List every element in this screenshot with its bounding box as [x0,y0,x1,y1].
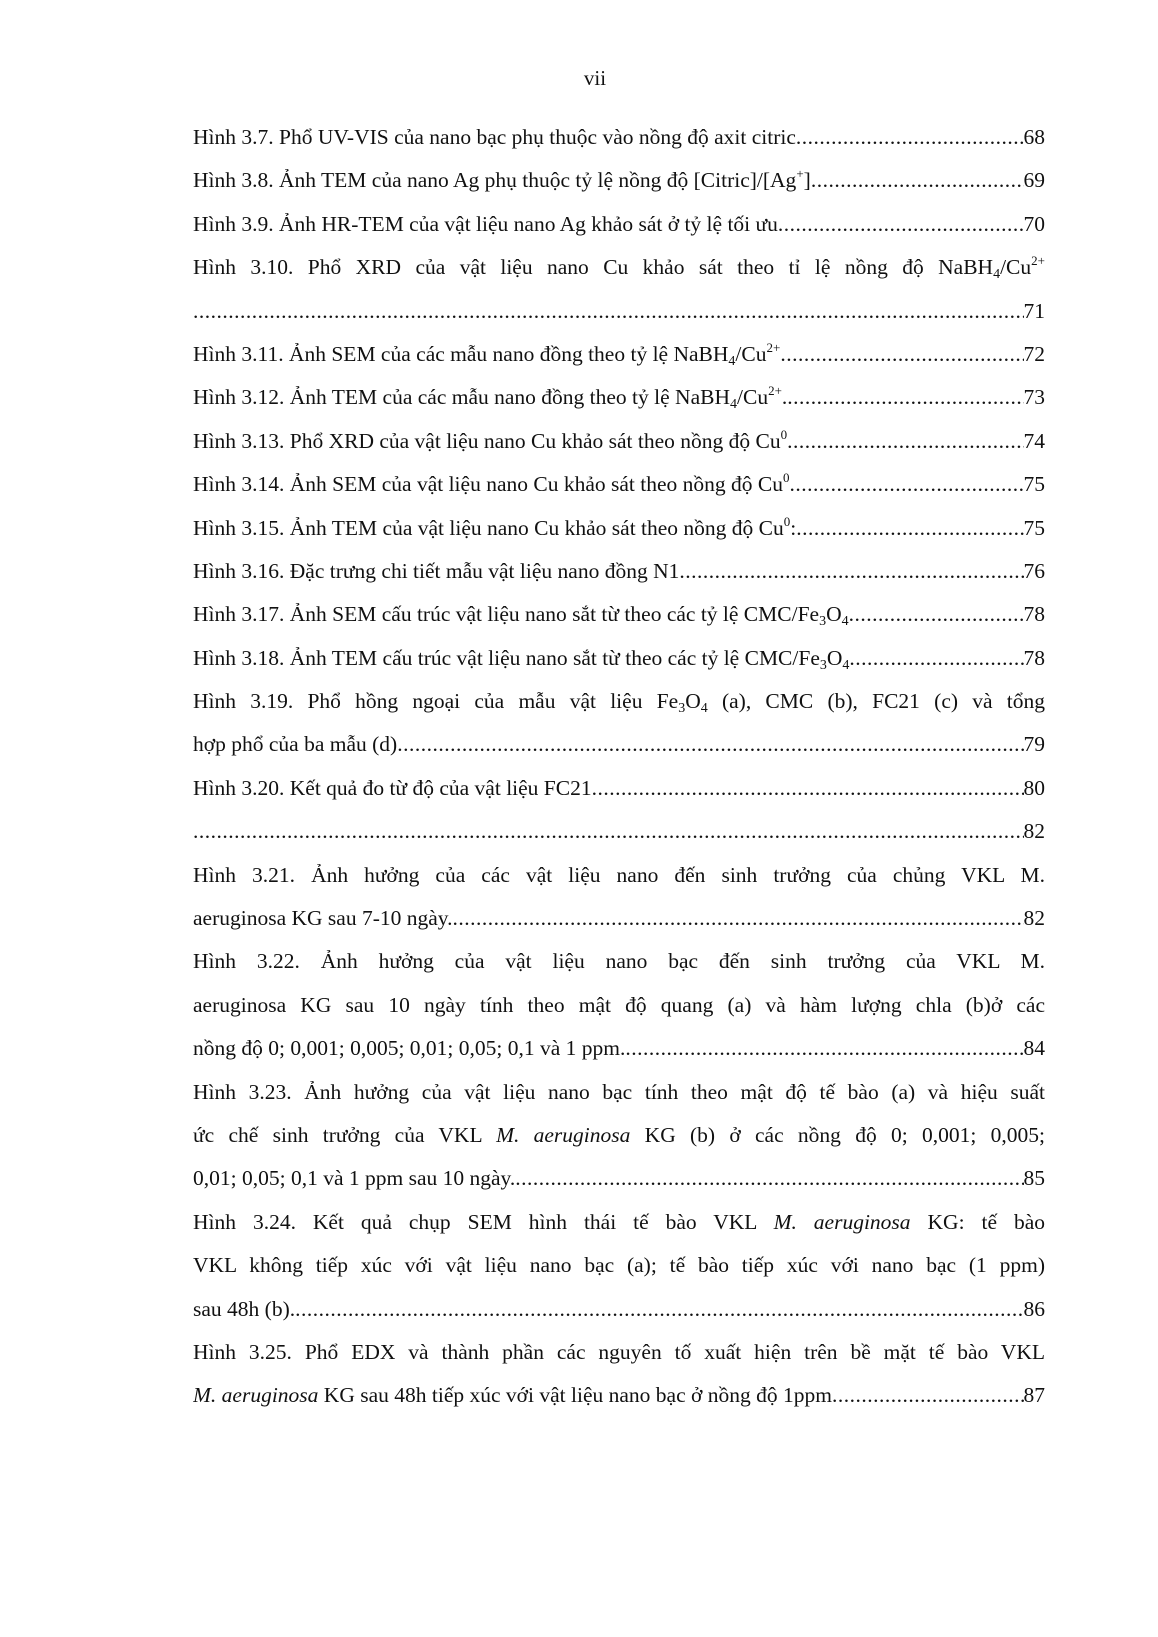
species-name: M. aeruginosa [773,1209,911,1234]
entry-page: 74 [1023,428,1045,453]
toc-entry-3-20[interactable] [193,767,1045,810]
superscript: 2+ [766,339,781,355]
title-text: /Cu [735,341,767,366]
toc-entry-3-19[interactable] [193,680,1045,723]
subscript: 4 [700,701,708,717]
title-text: Hình 3.22. Ảnh hưởng của vật liệu nano bạc đến sinh trưởng của VKL M. [193,949,1045,974]
toc-entry-3-8[interactable] [193,159,1045,202]
toc-entry-3-13[interactable] [193,420,1045,463]
superscript: 2+ [1031,253,1045,269]
toc-entry-3-11[interactable] [193,333,1045,376]
toc-entry-3-22-cont[interactable] [193,1027,1045,1070]
title-text: Hình 3.17. Ảnh SEM cấu trúc vật liệu nano sắt từ theo các tỷ lệ CMC/Fe [193,602,820,627]
entry-page: 73 [1023,385,1045,410]
title-text: O [826,602,842,627]
title-text: KG: tế bào [910,1209,1045,1234]
superscript: 2+ [768,383,782,399]
superscript: 0 [783,470,790,486]
title-text: ] [803,168,811,193]
subscript: 4 [730,397,737,413]
title-text: Hình 3.8. Ảnh TEM của nano Ag phụ thuộc tỷ lệ nồng độ [Citric]/[Ag [193,168,797,193]
toc-entry-3-7[interactable] [193,116,1045,159]
entry-title: aeruginosa KG sau 7-10 ngày. [193,906,453,931]
subscript: 4 [993,267,1001,283]
dot-leader [787,420,1023,463]
entry-title: 0,01; 0,05; 0,1 và 1 ppm sau 10 ngày. [193,1166,516,1191]
entry-title [193,1374,832,1417]
dot-leader [625,1027,1023,1070]
entry-title [193,507,796,550]
entry-title: Hình 3.16. Đặc trưng chi tiết mẫu vật liệu nano đồng N1 [193,558,680,583]
title-text: KG sau 48h tiếp xúc với vật liệu nano bạc ở nồng độ 1ppm [318,1383,832,1408]
title-text: Hình 3.23. Ảnh hưởng của vật liệu nano bạc tính theo mật độ tế bào (a) và hiệu suất [193,1079,1045,1104]
dot-leader [679,550,1023,593]
dot-leader [592,767,1024,810]
entry-title: Hình 3.20. Kết quả đo từ độ của vật liệu FC21 [193,775,592,800]
entry-page: 87 [1023,1383,1045,1408]
dot-leader [397,723,1023,766]
toc-entry-3-14[interactable] [193,463,1045,506]
entry-page: 85 [1023,1166,1045,1191]
toc-entry-3-9[interactable] [193,203,1045,246]
title-text: Hình 3.18. Ảnh TEM cấu trúc vật liệu nano sắt từ theo các tỷ lệ CMC/Fe [193,645,820,670]
title-text: /Cu [737,385,769,410]
entry-page: 72 [1023,341,1045,366]
entry-title: nồng độ 0; 0,001; 0,005; 0,01; 0,05; 0,1 và 1 ppm. [193,1036,626,1061]
entry-page: 70 [1023,211,1045,236]
title-text: : [790,515,797,540]
title-text: VKL không tiếp xúc với vật liệu nano bạc (a); tế bào tiếp xúc với nano bạc (1 ppm) [193,1253,1045,1278]
entry-title [193,637,849,680]
subscript: 3 [678,701,686,717]
title-text: . [781,385,788,410]
subscript: 4 [728,353,736,369]
toc-entry-3-15[interactable] [193,507,1045,550]
title-text: Hình 3.12. Ảnh TEM của các mẫu nano đồng theo tỷ lệ NaBH [193,385,730,410]
toc-entry-3-21-cont[interactable] [193,897,1045,940]
subscript: 3 [819,657,827,673]
title-text: O [685,689,701,714]
toc-entry-3-23-line2[interactable] [193,1114,1045,1157]
entry-title: hợp phổ của ba mẫu (d) [193,732,398,757]
toc-entry-3-10-page-line[interactable] [193,290,1045,333]
toc-entry-3-22-line2[interactable] [193,984,1045,1027]
entry-page: 82 [1023,906,1045,931]
subscript: 3 [819,614,827,630]
dot-leader [780,333,1023,376]
toc-entry-3-24-cont[interactable] [193,1288,1045,1331]
superscript: 0 [783,513,791,529]
title-text: aeruginosa KG sau 10 ngày tính theo mật độ quang (a) và hàm lượng chla (b)ở các [193,992,1045,1017]
entry-page: 79 [1023,732,1045,757]
dot-leader [790,463,1024,506]
toc-entry-3-23[interactable] [193,1071,1045,1114]
entry-page: 82 [1023,819,1045,844]
entry-page: 68 [1023,125,1045,149]
entry-title [193,376,787,419]
title-text: Hình 3.25. Phổ EDX và thành phần các nguyên tố xuất hiện trên bề mặt tế bào VKL [193,1339,1045,1364]
toc-entry-3-22[interactable] [193,940,1045,983]
superscript: + [796,166,804,182]
title-text: Hình 3.13. Phổ XRD của vật liệu nano Cu khảo sát theo nồng độ Cu [193,428,781,453]
dot-leader [193,810,1024,853]
toc-entry-3-16[interactable] [193,550,1045,593]
toc-entry-3-23-cont[interactable] [193,1157,1045,1200]
superscript: 0 [780,426,788,442]
entry-page: 76 [1023,558,1045,583]
entry-page: 78 [1023,645,1045,670]
toc-entry-3-19-cont[interactable] [193,723,1045,766]
title-text: Hình 3.11. Ảnh SEM của các mẫu nano đồng theo tỷ lệ NaBH [193,341,729,366]
entry-page: 75 [1023,515,1045,540]
entry-page: 71 [1023,298,1045,323]
title-text: Hình 3.24. Kết quả chụp SEM hình thái tế bào VKL [193,1209,774,1234]
dot-leader [849,593,1024,636]
entry-page: 69 [1023,168,1045,193]
species-name: M. aeruginosa [193,1383,319,1408]
toc-entry-3-25[interactable] [193,1331,1045,1374]
entry-title: Hình 3.9. Ảnh HR-TEM của vật liệu nano Ag khảo sát ở tỷ lệ tối ưu [193,211,778,236]
dot-leader [295,1288,1023,1331]
entry-page: 75 [1023,472,1045,497]
dot-leader [811,159,1024,202]
entry-title [193,159,811,202]
title-text: Hình 3.19. Phổ hồng ngoại của mẫu vật liệu Fe [193,689,679,714]
list-of-figures [193,116,1045,1418]
title-text: Hình 3.14. Ảnh SEM của vật liệu nano Cu khảo sát theo nồng độ Cu [193,472,783,497]
dot-leader [515,1157,1023,1200]
toc-entry-3-18[interactable] [193,637,1045,680]
toc-entry-3-10[interactable] [193,246,1045,289]
dot-leader [778,203,1024,246]
entry-title [193,333,780,376]
entry-page: 84 [1023,1036,1045,1061]
title-text: KG (b) ở các nồng độ 0; 0,001; 0,005; [630,1122,1045,1147]
toc-entry-3-24-line2[interactable] [193,1244,1045,1287]
dot-leader [787,376,1023,419]
title-text: /Cu [1000,255,1032,280]
entry-title [193,420,787,463]
toc-entry-3-21[interactable] [193,854,1045,897]
entry-title: sau 48h (b). [193,1296,296,1321]
subscript: 4 [841,614,849,630]
dot-leader [453,897,1024,940]
title-text: (a), CMC (b), FC21 (c) và tổng [707,689,1045,714]
toc-entry-3-17[interactable] [193,593,1045,636]
entry-title [193,463,790,506]
dot-leader [832,1374,1024,1417]
title-text: Hình 3.21. Ảnh hưởng của các vật liệu nano đến sinh trưởng của chủng VKL M. [193,862,1045,887]
title-text: O [826,645,843,670]
title-text: ức chế sinh trưởng của VKL [193,1122,497,1147]
entry-page: 86 [1023,1296,1045,1321]
species-name: M. aeruginosa [496,1122,631,1147]
toc-entry-3-24[interactable] [193,1201,1045,1244]
toc-entry-3-12[interactable] [193,376,1045,419]
title-text: Hình 3.15. Ảnh TEM của vật liệu nano Cu khảo sát theo nồng độ Cu [193,515,784,540]
entry-title: Hình 3.7. Phổ UV-VIS của nano bạc phụ thuộc vào nồng độ axit citric [193,125,796,149]
dot-leader [193,290,1024,333]
entry-page: 80 [1023,775,1045,800]
toc-orphan-leader[interactable] [193,810,1045,853]
entry-page: 78 [1023,602,1045,627]
page-number: vii [583,66,607,90]
dot-leader [796,116,1024,159]
dot-leader [796,507,1023,550]
dot-leader [849,637,1023,680]
toc-entry-3-25-cont[interactable] [193,1374,1045,1417]
title-text: Hình 3.10. Phổ XRD của vật liệu nano Cu khảo sát theo tỉ lệ nồng độ NaBH [193,255,994,280]
subscript: 4 [842,657,850,673]
entry-title [193,593,849,636]
